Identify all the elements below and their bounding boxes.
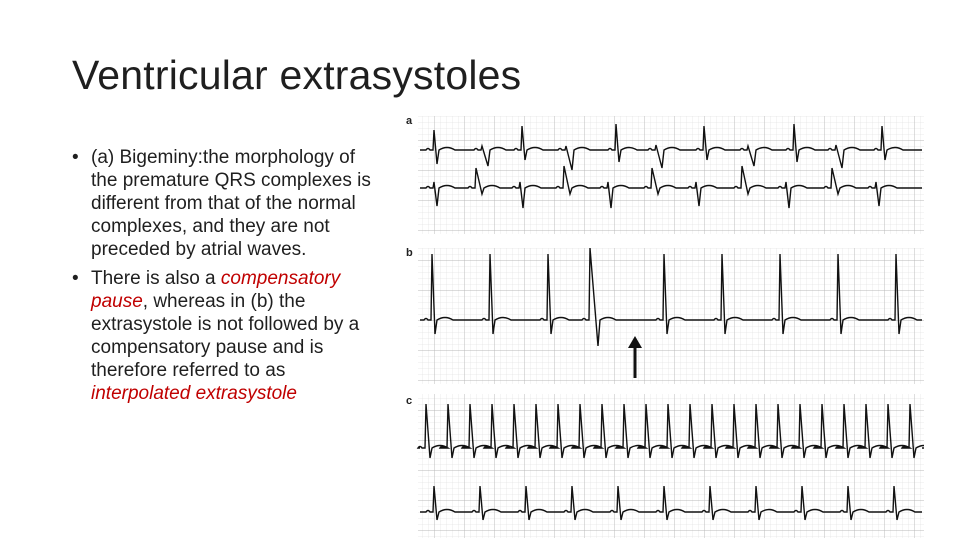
bullet-text: (a) Bigeminy:the morphology of the premature QRS complexes is different from that of the normal complexes, and they are not preceded by atrial waves. — [91, 147, 371, 260]
ecg-panel-a-label: a — [406, 115, 413, 127]
ecg-panel-b-grid — [418, 248, 924, 384]
ecg-panel-a-grid — [418, 116, 924, 234]
highlight-compensatory-pause: compensatory pause — [91, 268, 341, 312]
bullet-item-bigeminy — [72, 146, 384, 261]
ecg-panel-c-grid — [418, 394, 924, 538]
bullet-list — [72, 146, 384, 411]
bullet-text-part2: , whereas in (b) the extrasystole is not followed by a compensatory pause and is therefore referred to as — [91, 291, 360, 381]
highlight-interpolated-extrasystole: interpolated extrasystole — [91, 383, 297, 404]
bullet-marker: • — [72, 268, 79, 289]
bullet-item-compensatory-pause — [72, 267, 384, 405]
ecg-panel-b-label: b — [406, 247, 413, 259]
bullet-text-part1: There is also a — [91, 268, 221, 289]
bullet-marker: • — [72, 147, 79, 168]
ecg-figure — [404, 110, 924, 538]
ecg-panel-c-label: c — [406, 395, 413, 407]
slide-title: Ventricular extrasystoles — [72, 52, 522, 98]
